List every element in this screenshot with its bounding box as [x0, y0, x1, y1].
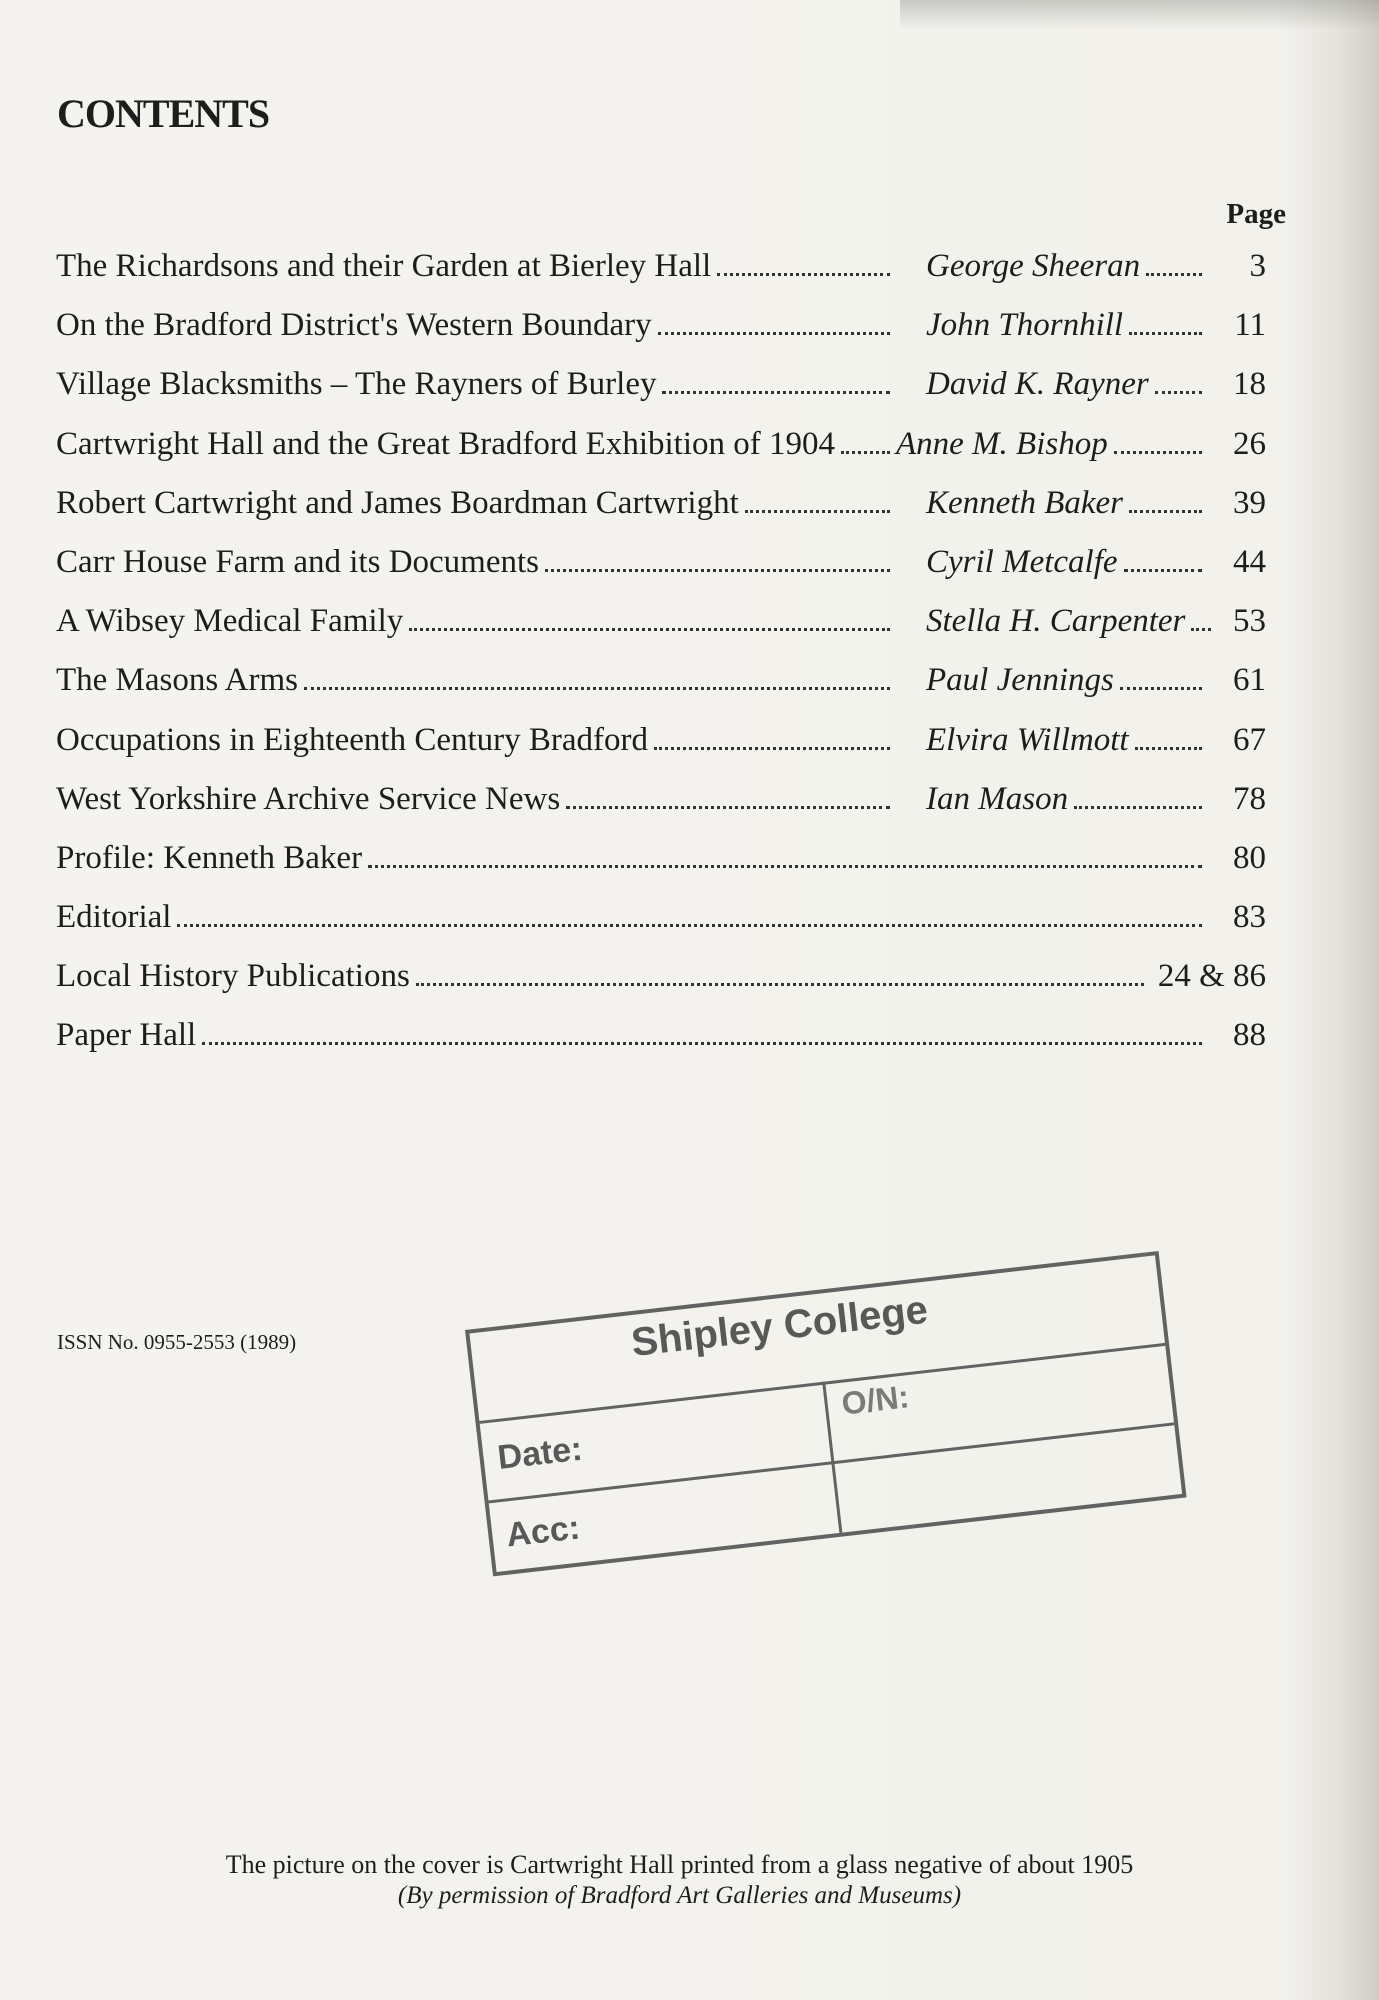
dot-leader	[304, 687, 890, 690]
entry-title-group	[56, 307, 896, 344]
dot-leader	[1114, 451, 1202, 454]
entry-author: George Sheeran	[926, 248, 1141, 284]
issn-number: ISSN No. 0955-2553 (1989)	[57, 1330, 297, 1354]
entry-page-number: 3	[1249, 248, 1266, 284]
entry-title-group	[56, 1017, 1208, 1054]
dot-leader	[1129, 510, 1202, 513]
dot-leader	[717, 273, 890, 276]
dot-leader	[1146, 273, 1202, 276]
entry-title-group	[56, 662, 896, 699]
entry-author-group	[926, 366, 1208, 403]
entry-author-group	[926, 248, 1208, 285]
dot-leader	[409, 628, 890, 631]
entry-title-group	[56, 366, 896, 403]
cover-note: The picture on the cover is Cartwright Hall printed from a glass negative of about 1905	[225, 1850, 1134, 1879]
contents-entry	[56, 544, 1266, 603]
entry-title: Local History Publications	[56, 958, 410, 995]
entry-title: Carr House Farm and its Documents	[56, 543, 539, 580]
contents-entry	[56, 840, 1266, 899]
entry-title: Profile: Kenneth Baker	[56, 839, 363, 876]
entry-title-group	[56, 544, 896, 581]
contents-entry	[56, 1017, 1266, 1076]
contents-heading: CONTENTS	[57, 91, 270, 136]
dot-leader	[1124, 569, 1202, 572]
dot-leader	[368, 865, 1202, 868]
entry-author-group	[926, 485, 1208, 522]
contents-list	[56, 248, 1266, 1077]
entry-author-group	[926, 781, 1208, 818]
dot-leader	[566, 806, 890, 809]
entry-title: Village Blacksmiths – The Rayners of Burley	[56, 366, 657, 403]
entry-page-number: 78	[1233, 780, 1266, 817]
entry-author: Elvira Willmott	[926, 721, 1129, 758]
entry-page-number: 11	[1234, 307, 1266, 344]
entry-author: Cyril Metcalfe	[926, 543, 1118, 580]
dot-leader	[841, 451, 890, 454]
contents-entry	[56, 958, 1266, 1017]
entry-author-group	[926, 722, 1208, 759]
dot-leader	[202, 1042, 1202, 1045]
entry-title: Editorial	[56, 899, 172, 936]
dot-leader	[745, 510, 890, 513]
dot-leader	[658, 332, 890, 335]
contents-entry	[56, 899, 1266, 958]
entry-title-group	[56, 485, 896, 522]
entry-title-group	[56, 426, 896, 463]
contents-entry	[56, 248, 1266, 307]
dot-leader	[177, 924, 1202, 927]
permission-note: (By permission of Bradford Art Galleries and Museums)	[397, 1882, 962, 1909]
entry-page-number: 26	[1233, 425, 1266, 462]
dot-leader	[662, 391, 890, 394]
entry-page-number: 80	[1233, 839, 1266, 876]
contents-entry	[56, 426, 1266, 485]
dot-leader	[545, 569, 890, 572]
contents-entry	[56, 781, 1266, 840]
entry-author-group	[926, 544, 1208, 581]
stamp-date-label: Date:	[495, 1429, 585, 1477]
entry-page-number: 88	[1233, 1017, 1266, 1054]
entry-title-group	[56, 781, 896, 818]
entry-page-number: 44	[1233, 543, 1266, 580]
entry-title-group	[56, 603, 896, 640]
entry-author: Anne M. Bishop	[896, 425, 1108, 462]
entry-title: The Richardsons and their Garden at Bierley Hall	[56, 248, 712, 284]
entry-author-group	[926, 662, 1208, 699]
stamp-accession-label: Acc:	[504, 1508, 582, 1555]
dot-leader	[416, 983, 1144, 986]
entry-page-number: 61	[1233, 662, 1266, 699]
entry-page-number: 53	[1233, 603, 1266, 640]
contents-entry	[56, 722, 1266, 781]
dot-leader	[654, 747, 890, 750]
dot-leader	[1074, 806, 1202, 809]
entry-author: David K. Rayner	[926, 366, 1149, 403]
entry-title: Occupations in Eighteenth Century Bradford	[56, 721, 649, 758]
entry-author-group	[896, 426, 1208, 463]
entry-title: Cartwright Hall and the Great Bradford Exhibition of 1904	[56, 425, 835, 462]
entry-title: Robert Cartwright and James Boardman Cartwright	[56, 484, 739, 521]
entry-title: On the Bradford District's Western Boundary	[56, 307, 652, 344]
entry-title: West Yorkshire Archive Service News	[56, 780, 561, 817]
entry-page-number: 39	[1233, 484, 1266, 521]
entry-author-group	[926, 603, 1208, 640]
contents-entry	[56, 662, 1266, 721]
entry-title: Paper Hall	[56, 1017, 197, 1054]
contents-entry	[56, 366, 1266, 425]
entry-author-group	[926, 307, 1208, 344]
dot-leader	[1120, 687, 1202, 690]
contents-entry	[56, 307, 1266, 366]
entry-page-number: 67	[1233, 721, 1266, 758]
stamp-order-number-label: O/N:	[839, 1378, 911, 1422]
contents-entry	[56, 485, 1266, 544]
stamp-divider	[822, 1382, 842, 1533]
page-edge-shadow	[900, 0, 1379, 30]
entry-title-group	[56, 958, 1150, 995]
page-column-label: Page	[1226, 198, 1286, 230]
entry-title-group	[56, 248, 896, 285]
entry-title-group	[56, 840, 1208, 877]
library-stamp	[465, 1251, 1187, 1576]
entry-author: John Thornhill	[926, 307, 1124, 344]
stamp-institution: Shipley College	[629, 1287, 931, 1366]
entry-title-group	[56, 899, 1208, 936]
entry-author: Kenneth Baker	[926, 484, 1124, 521]
dot-leader	[1155, 391, 1202, 394]
entry-page-number: 18	[1233, 366, 1266, 403]
entry-title: The Masons Arms	[56, 662, 298, 699]
entry-page-number: 83	[1233, 899, 1266, 936]
dot-leader	[1129, 332, 1202, 335]
contents-entry	[56, 603, 1266, 662]
entry-author: Paul Jennings	[926, 662, 1114, 699]
entry-title: A Wibsey Medical Family	[56, 603, 404, 640]
dot-leader	[1135, 747, 1202, 750]
entry-page-number: 24 & 86	[1157, 958, 1266, 995]
entry-title-group	[56, 722, 896, 759]
entry-author: Stella H. Carpenter	[926, 603, 1186, 640]
entry-author: Ian Mason	[926, 780, 1069, 817]
